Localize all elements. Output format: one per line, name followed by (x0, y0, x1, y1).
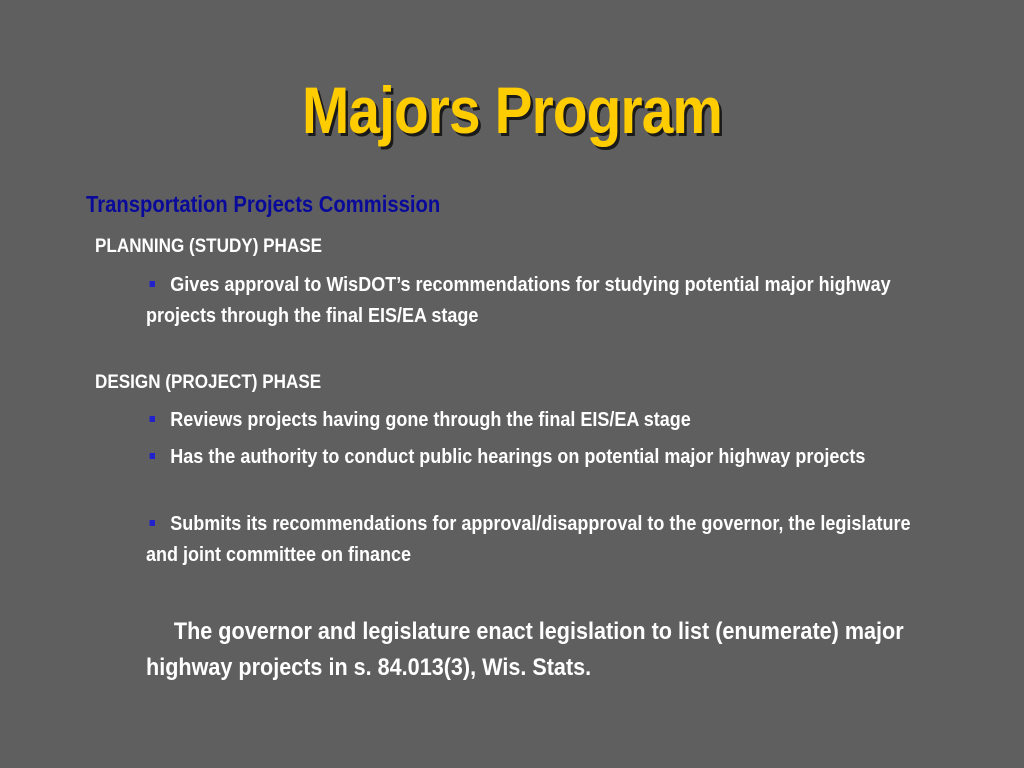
closing-statement: The governor and legislature enact legislation to list (enumerate) major highway projects in s. 84.013(3), Wis. Stats. (146, 618, 904, 681)
design-phase-heading: DESIGN (PROJECT) PHASE (95, 372, 322, 393)
design-bullet (146, 405, 938, 436)
design-bullet-text: Has the authority to conduct public hearings on potential major highway projects (170, 446, 866, 468)
bullet-marker-icon (150, 281, 155, 287)
bullet-marker-icon (150, 520, 155, 526)
design-bullet-text: Submits its recommendations for approval/disapproval to the governor, the legislature and joint committee on finance (146, 513, 911, 566)
planning-bullet-text: Gives approval to WisDOT’s recommendations for studying potential major highway projects through the final EIS/EA stage (146, 274, 891, 327)
bullet-marker-icon (150, 416, 155, 422)
design-bullet (146, 442, 938, 473)
design-bullet-text: Reviews projects having gone through the final EIS/EA stage (170, 409, 691, 431)
planning-phase-heading: PLANNING (STUDY) PHASE (95, 236, 323, 257)
design-bullet (146, 509, 938, 571)
slide-subtitle: Transportation Projects Commission (86, 191, 441, 217)
planning-bullet (146, 270, 938, 332)
slide-title: Majors Program (301, 73, 723, 147)
bullet-marker-icon (150, 453, 155, 459)
